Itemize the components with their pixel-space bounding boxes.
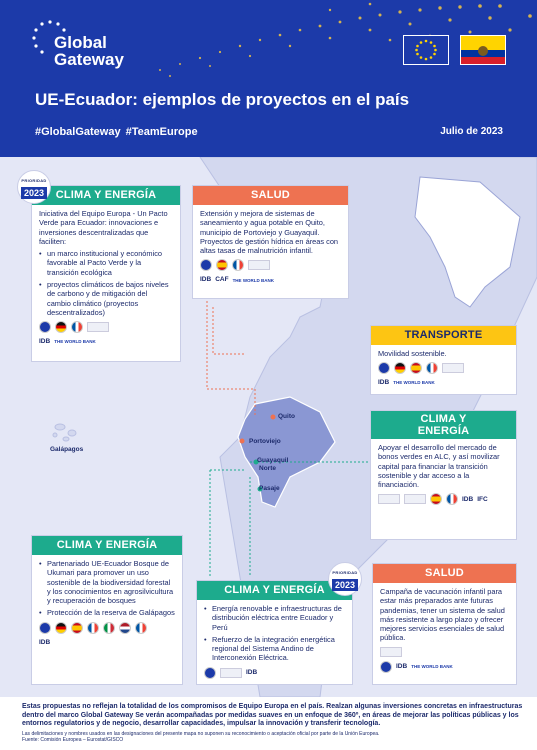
card-title-line-2: ENERGÍA	[417, 425, 470, 437]
galapagos-islands	[53, 424, 76, 441]
ifc-logo: IFC	[477, 495, 488, 503]
partner-logos	[39, 622, 175, 634]
card-text: Extensión y mejora de sistemas de saneamiento y agua potable en Quito, municipio de Portoviejo y Guayaquil. Proyectos de gestión hídrica en áreas con altas tasas de malnutrición infantil.	[200, 209, 339, 256]
portoviejo-marker	[240, 439, 245, 444]
footer-note: Estas propuestas no reflejan la totalidad de los compromisos de Equipo Europa en el país. Realzan algunas inversiones concretas en infraestructuras dentro del marco Global Gateway Se verán acompañadas por medidas suaves en un enfoque de 360º, en áreas de mejorar las políticas públicas y los entornos regulatorios y de negocio, desarrollar capacidades, impulsar la innovación y transferir tecnología.	[22, 703, 523, 728]
list-item: • Energía renovable e infraestructuras de distribución eléctrica entre Ecuador y Perú	[204, 604, 345, 632]
city-pasaje: Pasaje	[259, 485, 280, 492]
eu-flag-icon	[39, 321, 51, 333]
italy-flag-icon	[103, 622, 115, 634]
card-transporte	[370, 325, 517, 395]
list-item: • Protección de la reserva de Galápagos	[39, 608, 175, 617]
partner-logos	[39, 321, 173, 333]
partner-logos-2	[39, 638, 175, 647]
card-title: TRANSPORTE	[371, 326, 516, 345]
brand-line-2: Gateway	[54, 50, 124, 69]
netherlands-flag-icon	[119, 622, 131, 634]
institution-logo	[380, 647, 402, 657]
germany-flag-icon	[55, 622, 67, 634]
brand-line-1: Global	[54, 33, 107, 52]
spain-flag-icon	[71, 622, 83, 634]
partner-logos-2	[39, 337, 173, 346]
france-flag-icon	[135, 622, 147, 634]
institution-logo	[442, 363, 464, 373]
world-bank-logo: THE WORLD BANK	[393, 380, 435, 386]
card-clima-energia-2	[370, 410, 517, 540]
eu-flag-icon	[204, 667, 216, 679]
eu-flag-icon	[380, 661, 392, 673]
priority-label: PRIORIDAD	[332, 570, 358, 575]
france-flag-icon	[87, 622, 99, 634]
france-flag-icon	[446, 493, 458, 505]
partner-logos	[204, 667, 345, 679]
idb-logo: IDB	[246, 669, 258, 677]
priority-year: 2023	[332, 579, 358, 591]
institution-logo	[404, 494, 426, 504]
card-salud-2	[372, 563, 517, 685]
idb-logo: IDB	[396, 663, 408, 671]
card-text: Apoyar el desarrollo del mercado de bonos verdes en ALC, y así movilizar capital para financiar la transición sostenible y dar acceso a la financiación.	[378, 443, 500, 490]
institution-logo	[220, 668, 242, 678]
idb-logo: IDB	[462, 495, 474, 503]
city-portoviejo: Portoviejo	[249, 438, 281, 445]
partner-logos	[378, 493, 509, 505]
spain-flag-icon	[216, 259, 228, 271]
quito-marker	[271, 415, 276, 420]
eu-flag-icon	[200, 259, 212, 271]
card-text: Campaña de vacunación infantil para estar más preparados ante futuras pandemias, tener un sistema de salud más resistente a largo plazo y ofrecer mejores servicios esenciales de salud pública.	[380, 587, 505, 643]
france-flag-icon	[426, 362, 438, 374]
idb-logo: IDB	[39, 638, 51, 646]
priority-label: PRIORIDAD	[21, 178, 47, 183]
idb-logo: IDB	[39, 338, 51, 346]
card-clima-energia-1	[31, 185, 181, 362]
france-flag-icon	[71, 321, 83, 333]
partner-logos-2	[380, 661, 509, 673]
card-clima-energia-4	[196, 580, 353, 685]
city-guayaquil: Guayaquil	[257, 457, 289, 464]
partner-logos	[380, 647, 509, 657]
priority-badge	[328, 562, 362, 596]
page-title: UE-Ecuador: ejemplos de proyectos en el país	[35, 90, 410, 109]
partner-logos	[200, 259, 341, 271]
card-salud-1	[192, 185, 349, 299]
date-label: Julio de 2023	[440, 126, 503, 137]
hashtags: #GlobalGateway #TeamEurope	[35, 126, 198, 138]
germany-flag-icon	[394, 362, 406, 374]
world-bank-logo: THE WORLD BANK	[411, 664, 453, 670]
footer-source: Fuente: Comisión Europea – Eurostat/GISCO	[22, 737, 124, 744]
eu-flag-icon	[378, 362, 390, 374]
eu-flag-icon	[403, 35, 449, 65]
city-norte: Norte	[259, 465, 276, 472]
institution-logo	[87, 322, 109, 332]
caf-logo: CAF	[215, 276, 229, 284]
ecuador-flag-icon	[460, 35, 506, 65]
card-clima-energia-3	[31, 535, 183, 685]
france-flag-icon	[232, 259, 244, 271]
footer	[0, 697, 537, 750]
partner-logos	[378, 362, 509, 374]
list-item: • proyectos climáticos de bajos niveles de carbono y de mitigación del cambio climático (proyectos descentralizados)	[39, 280, 173, 317]
card-title	[371, 411, 516, 439]
card-title: SALUD	[373, 564, 516, 583]
city-galapagos: Galápagos	[50, 446, 84, 453]
priority-year: 2023	[21, 187, 47, 199]
city-quito: Quito	[278, 413, 295, 420]
eu-flag-icon	[39, 622, 51, 634]
card-title: CLIMA Y ENERGÍA	[32, 186, 180, 205]
list-item: • Partenariado UE-Ecuador Bosque de Ukumari para promover un uso sostenible de la biodiversidad forestal y los conocimientos en agrosilvicultura y recuperación de bosques	[39, 559, 175, 605]
idb-logo: IDB	[378, 379, 390, 387]
card-title: CLIMA Y ENERGÍA	[32, 536, 182, 555]
spain-flag-icon	[410, 362, 422, 374]
partner-logos-2	[200, 275, 341, 284]
card-text: Movilidad sostenible.	[378, 349, 447, 358]
germany-flag-icon	[55, 321, 67, 333]
world-bank-logo: THE WORLD BANK	[54, 339, 96, 345]
institution-logo	[248, 260, 270, 270]
list-item: • Refuerzo de la integración energética regional del Sistema Andino de Interconexión Eléctrica.	[204, 635, 345, 663]
footer-disclaimer: Las delimitaciones y nombres usados en las designaciones del presente mapa no suponen su reconocimiento o aceptación oficial por parte de la Unión Europea.	[22, 730, 380, 737]
card-title: CLIMA Y ENERGÍA	[197, 581, 352, 600]
list-item: • un marco institucional y económico favorable al Pacto Verde y la transición ecológica	[39, 249, 173, 277]
idb-logo: IDB	[200, 276, 212, 284]
partner-logos-2	[378, 378, 509, 387]
spain-flag-icon	[430, 493, 442, 505]
card-title-line-1: CLIMA Y	[420, 413, 467, 425]
institution-logo	[378, 494, 400, 504]
world-bank-logo: THE WORLD BANK	[232, 277, 275, 283]
priority-badge	[17, 170, 51, 204]
card-title: SALUD	[193, 186, 348, 205]
card-intro: Iniciativa del Equipo Europa - Un Pacto Verde para Ecuador: innovaciones e inversiones descentralizadas que faciliten:	[39, 209, 168, 246]
header	[0, 0, 537, 157]
